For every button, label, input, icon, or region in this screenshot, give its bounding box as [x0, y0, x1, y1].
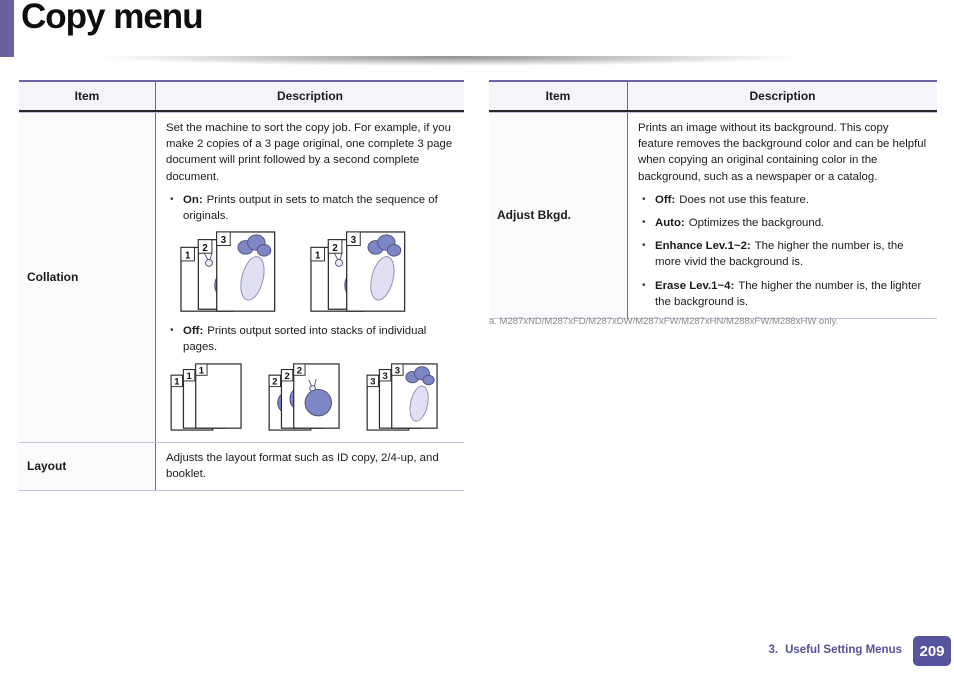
stack3-top-number: 3 — [394, 364, 401, 376]
bullet-erase-label: Erase Lev.1~4: — [655, 279, 735, 292]
stack1-mid-number: 1 — [186, 370, 192, 382]
bullet-enhance — [638, 238, 927, 270]
bullet-off-label: Off: — [655, 193, 676, 206]
table-row-layout — [19, 442, 464, 490]
copy-menu-table-right — [489, 80, 937, 319]
model-footnote: a. M287xND/M287xFD/M287xDW/M287xFW/M287xHN/M288xFW/M288xHW only. — [489, 316, 839, 327]
page-number-badge: 209 — [913, 636, 951, 666]
page-title: Copy menu — [21, 0, 203, 36]
uncollated-output-illustration — [169, 363, 454, 431]
table-header-row — [19, 82, 464, 112]
bullet-off-text: Prints output sorted into stacks of individual pages. — [183, 325, 427, 354]
bullet-on — [166, 192, 454, 316]
stack2-mid-number: 2 — [284, 370, 290, 382]
adjust-bkgd-intro-text: Prints an image without its background. This copy feature removes the background color and can be helpful when copying an original containing color in the background, such as a newspaper or a catalog. — [638, 122, 927, 183]
table-row-collation — [19, 112, 464, 442]
collation-intro-text: Set the machine to sort the copy job. For example, if you make 2 copies of a 3 page original, one complete 3 page document will print followed by a second complete document. — [166, 122, 453, 183]
footer-chapter — [768, 644, 902, 656]
bullet-off — [166, 323, 454, 430]
stack-of-page-2 — [267, 363, 345, 431]
stack3-mid-number: 3 — [382, 370, 388, 382]
item-label-adjust-bkgd: Adjust Bkgd. — [489, 113, 628, 318]
bullet-erase-text: The higher the number is, the lighter the background is. — [655, 279, 922, 308]
bullet-on-label: On: — [183, 193, 203, 206]
adjust-bkgd-option-list — [638, 192, 927, 310]
bullet-enhance-label: Enhance Lev.1~2: — [655, 240, 751, 253]
bullet-off — [638, 192, 927, 208]
stack-of-page-1 — [169, 363, 247, 431]
column-header-item: Item — [489, 82, 628, 110]
bullet-off-label: Off: — [183, 325, 204, 338]
column-header-item: Item — [19, 82, 156, 110]
footer-chapter-title: Useful Setting Menus — [785, 644, 902, 656]
stack2-top-number: 2 — [296, 364, 303, 376]
layout-description-text: Adjusts the layout format such as ID copy, 2/4-up, and booklet. — [166, 451, 439, 480]
collated-set-1 — [180, 231, 294, 316]
stack1-back-number: 1 — [174, 376, 180, 388]
bullet-enhance-text: The higher the number is, the more vivid the background is. — [655, 240, 904, 269]
stack3-back-number: 3 — [370, 376, 376, 388]
bullet-auto-text: Optimizes the background. — [688, 216, 825, 229]
copy-menu-table-left — [19, 80, 464, 491]
title-shadow-divider — [18, 56, 954, 69]
table-header-row — [489, 82, 937, 112]
column-header-description: Description — [749, 89, 816, 103]
stack2-back-number: 2 — [272, 376, 278, 388]
collated-set-2 — [310, 231, 424, 316]
bullet-erase — [638, 278, 927, 310]
bullet-on-text: Prints output in sets to match the sequence of originals. — [183, 193, 438, 222]
description-cell-adjust-bkgd — [628, 113, 937, 318]
footer-chapter-number: 3. — [768, 644, 779, 656]
collated-output-illustration — [180, 231, 454, 316]
bullet-off-text: Does not use this feature. — [679, 193, 810, 206]
title-accent-bar — [0, 0, 14, 57]
table-row-adjust-bkgd — [489, 112, 937, 318]
description-cell-layout — [156, 443, 464, 490]
collation-option-list — [166, 192, 454, 431]
bullet-auto — [638, 215, 927, 231]
item-label-layout: Layout — [19, 443, 156, 490]
apple-drawing — [305, 389, 331, 415]
description-cell-collation — [156, 113, 464, 442]
item-label-collation: Collation — [19, 113, 156, 442]
bullet-auto-label: Auto: — [655, 216, 685, 229]
stack1-top-number: 1 — [198, 364, 205, 376]
stack-of-page-3 — [365, 363, 443, 431]
column-header-description: Description — [276, 89, 343, 103]
